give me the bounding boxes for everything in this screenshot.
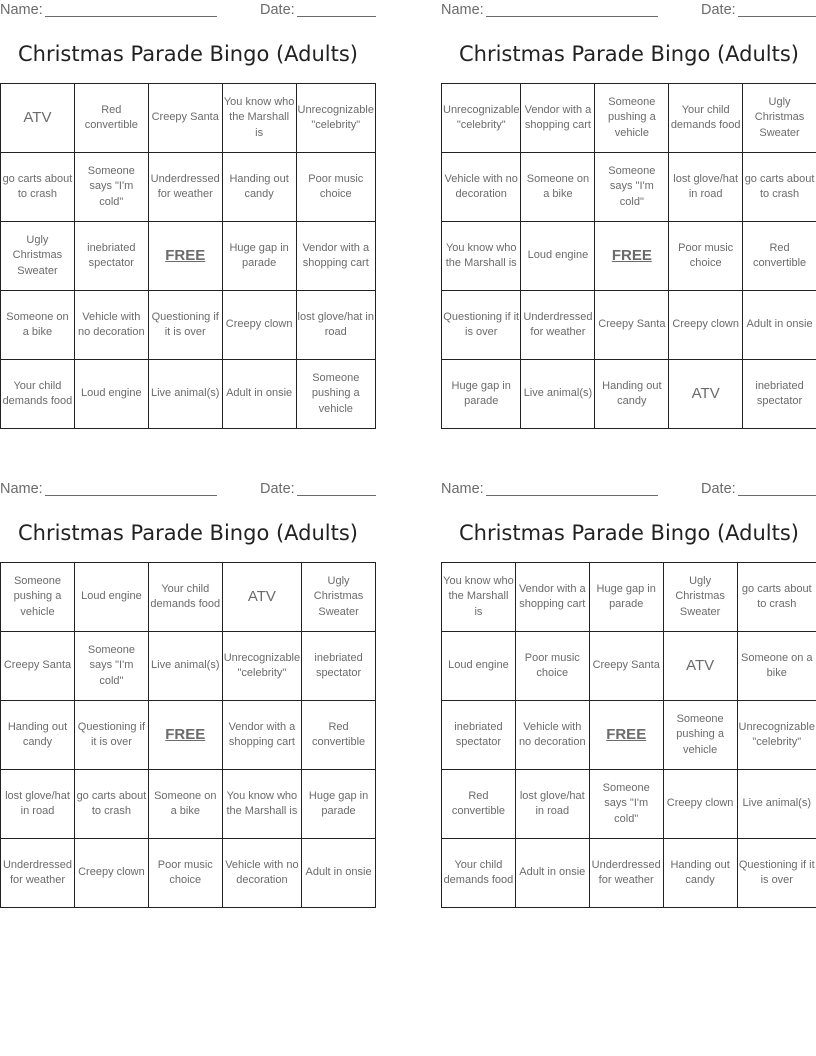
card-title: Christmas Parade Bingo (Adults) [458,42,799,66]
bingo-cell[interactable]: Huge gap in parade [302,770,376,839]
bingo-cell[interactable]: Underdressed for weather [148,153,222,222]
bingo-row [1,563,376,632]
bingo-cell[interactable]: inebriated spectator [302,632,376,701]
bingo-cell[interactable]: Creepy clown [663,770,737,839]
bingo-cell[interactable]: Someone pushing a vehicle [663,701,737,770]
bingo-cell[interactable]: ATV [669,360,743,429]
bingo-cell[interactable]: Someone says "I'm cold" [595,153,669,222]
bingo-cell[interactable]: Underdressed for weather [589,839,663,908]
date-label: Date: [701,2,736,18]
bingo-row [442,839,816,908]
name-label: Name: [0,481,43,497]
bingo-cell[interactable]: Someone on a bike [521,153,595,222]
bingo-cell[interactable]: Underdressed for weather [1,839,75,908]
bingo-cell[interactable]: Questioning if it is over [148,291,222,360]
bingo-row [1,291,376,360]
free-space[interactable]: FREE [589,701,663,770]
bingo-cell[interactable]: Questioning if it is over [74,701,148,770]
bingo-cell[interactable]: Someone pushing a vehicle [595,84,669,153]
bingo-cell[interactable]: Loud engine [521,222,595,291]
bingo-cell[interactable]: Red convertible [302,701,376,770]
bingo-cell[interactable]: Questioning if it is over [442,291,521,360]
bingo-cell[interactable]: Unrecognizable "celebrity" [737,701,816,770]
bingo-row [442,291,816,360]
bingo-cell[interactable]: Huge gap in parade [442,360,521,429]
date-label: Date: [701,481,736,497]
bingo-cell[interactable]: Creepy clown [74,839,148,908]
date-field[interactable] [738,16,816,17]
bingo-cell[interactable]: Someone on a bike [148,770,222,839]
bingo-cell[interactable]: Vehicle with no decoration [442,153,521,222]
bingo-row [1,222,376,291]
bingo-cell[interactable]: Live animal(s) [148,360,222,429]
bingo-row [1,360,376,429]
bingo-row [442,563,816,632]
bingo-cell[interactable]: lost glove/hat in road [1,770,75,839]
bingo-cell[interactable]: You know who the Marshall is [222,770,301,839]
bingo-cell[interactable]: Red convertible [442,770,516,839]
bingo-cell[interactable]: Loud engine [442,632,516,701]
bingo-cell[interactable]: Live animal(s) [737,770,816,839]
bingo-cell[interactable]: Adult in onsie [222,360,296,429]
bingo-cell[interactable]: Handing out candy [222,153,296,222]
bingo-cell[interactable]: Someone on a bike [1,291,75,360]
bingo-cell[interactable]: go carts about to crash [737,563,816,632]
bingo-row [1,84,376,153]
bingo-card [441,479,816,911]
bingo-cell[interactable]: go carts about to crash [743,153,816,222]
card-header [441,479,816,499]
bingo-cell[interactable]: inebriated spectator [74,222,148,291]
bingo-cell[interactable]: lost glove/hat in road [296,291,375,360]
date-label: Date: [260,481,295,497]
bingo-grid [441,562,816,908]
bingo-cell[interactable]: You know who the Marshall is [442,222,521,291]
bingo-cell[interactable]: Unrecognizable "celebrity" [296,84,375,153]
bingo-card [441,0,816,432]
bingo-cell[interactable]: Creepy Santa [1,632,75,701]
bingo-cell[interactable]: go carts about to crash [74,770,148,839]
bingo-cell[interactable]: Poor music choice [148,839,222,908]
bingo-grid [0,562,376,908]
bingo-cell[interactable]: ATV [222,563,301,632]
date-field[interactable] [297,495,376,496]
bingo-cell[interactable]: Red convertible [74,84,148,153]
name-field[interactable] [45,495,217,496]
bingo-cell[interactable]: Someone says "I'm cold" [74,632,148,701]
bingo-cell[interactable]: Live animal(s) [148,632,222,701]
card-title: Christmas Parade Bingo (Adults) [458,521,799,545]
bingo-cell[interactable]: Someone says "I'm cold" [589,770,663,839]
bingo-cell[interactable]: Handing out candy [1,701,75,770]
bingo-row [1,153,376,222]
free-space[interactable]: FREE [148,701,222,770]
bingo-row [1,839,376,908]
bingo-cell[interactable]: Unrecognizable "celebrity" [222,632,301,701]
bingo-cell[interactable]: Creepy clown [222,291,296,360]
bingo-cell[interactable]: Creepy clown [669,291,743,360]
bingo-row [442,84,816,153]
card-header [441,0,816,20]
bingo-cell[interactable]: Poor music choice [296,153,375,222]
bingo-card [0,0,376,432]
bingo-cell[interactable]: Someone on a bike [737,632,816,701]
bingo-cell[interactable]: Vehicle with no decoration [515,701,589,770]
date-field[interactable] [297,16,376,17]
bingo-cell[interactable]: Poor music choice [669,222,743,291]
bingo-cell[interactable]: Unrecognizable "celebrity" [442,84,521,153]
bingo-cell[interactable]: You know who the Marshall is [222,84,296,153]
bingo-cell[interactable]: Vehicle with no decoration [222,839,301,908]
bingo-cell[interactable]: Your child demands food [148,563,222,632]
bingo-row [1,701,376,770]
name-field[interactable] [486,16,658,17]
bingo-cell[interactable]: Vendor with a shopping cart [515,563,589,632]
bingo-cell[interactable]: Creepy Santa [589,632,663,701]
name-field[interactable] [45,16,217,17]
card-header [0,479,376,499]
bingo-cell[interactable]: Poor music choice [515,632,589,701]
name-label: Name: [441,2,484,18]
bingo-row [1,632,376,701]
bingo-cell[interactable]: Someone pushing a vehicle [296,360,375,429]
bingo-cell[interactable]: Adult in onsie [302,839,376,908]
bingo-cell[interactable]: Ugly Christmas Sweater [1,222,75,291]
free-space[interactable]: FREE [148,222,222,291]
bingo-cell[interactable]: Loud engine [74,563,148,632]
bingo-cell[interactable]: Your child demands food [442,839,516,908]
name-field[interactable] [486,495,658,496]
bingo-cell[interactable]: Ugly Christmas Sweater [663,563,737,632]
bingo-grid [0,83,376,429]
bingo-cell[interactable]: go carts about to crash [1,153,75,222]
bingo-cell[interactable]: lost glove/hat in road [669,153,743,222]
bingo-cell[interactable]: Loud engine [74,360,148,429]
bingo-row [442,222,816,291]
date-label: Date: [260,2,295,18]
bingo-cell[interactable]: Vehicle with no decoration [74,291,148,360]
card-title: Christmas Parade Bingo (Adults) [17,42,358,66]
bingo-cell[interactable]: ATV [1,84,75,153]
bingo-cell[interactable]: Handing out candy [595,360,669,429]
bingo-cell[interactable]: Adult in onsie [743,291,816,360]
bingo-cell[interactable]: Creepy Santa [595,291,669,360]
bingo-row [442,632,816,701]
bingo-cell[interactable]: ATV [663,632,737,701]
bingo-cell[interactable]: Red convertible [743,222,816,291]
bingo-row [442,360,816,429]
card-header [0,0,376,20]
bingo-row [442,153,816,222]
bingo-cell[interactable]: Vendor with a shopping cart [222,701,301,770]
bingo-cell[interactable]: Adult in onsie [515,839,589,908]
bingo-row [1,770,376,839]
date-field[interactable] [738,495,816,496]
bingo-cell[interactable]: lost glove/hat in road [515,770,589,839]
bingo-card [0,479,376,911]
bingo-cell[interactable]: Underdressed for weather [521,291,595,360]
name-label: Name: [441,481,484,497]
bingo-cell[interactable]: Handing out candy [663,839,737,908]
bingo-cell[interactable]: Vendor with a shopping cart [296,222,375,291]
bingo-cell[interactable]: Ugly Christmas Sweater [743,84,816,153]
bingo-row [442,770,816,839]
bingo-cell[interactable]: Questioning if it is over [737,839,816,908]
bingo-cell[interactable]: Huge gap in parade [222,222,296,291]
name-label: Name: [0,2,43,18]
bingo-cell[interactable]: Ugly Christmas Sweater [302,563,376,632]
bingo-cell[interactable]: inebriated spectator [442,701,516,770]
bingo-cell[interactable]: You know who the Marshall is [442,563,516,632]
free-space[interactable]: FREE [595,222,669,291]
bingo-cell[interactable]: Someone says "I'm cold" [74,153,148,222]
bingo-cell[interactable]: Huge gap in parade [589,563,663,632]
bingo-cell[interactable]: inebriated spectator [743,360,816,429]
bingo-cell[interactable]: Your child demands food [669,84,743,153]
bingo-cell[interactable]: Someone pushing a vehicle [1,563,75,632]
card-title: Christmas Parade Bingo (Adults) [17,521,358,545]
bingo-cell[interactable]: Live animal(s) [521,360,595,429]
bingo-cell[interactable]: Your child demands food [1,360,75,429]
bingo-grid [441,83,816,429]
bingo-cell[interactable]: Vendor with a shopping cart [521,84,595,153]
bingo-cell[interactable]: Creepy Santa [148,84,222,153]
bingo-row [442,701,816,770]
